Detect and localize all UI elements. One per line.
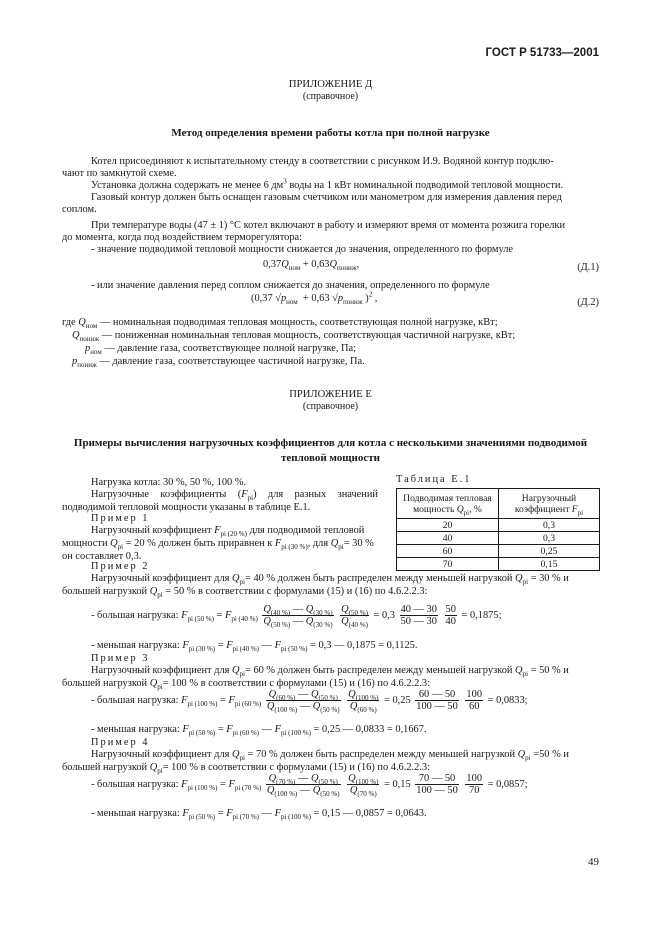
appendix-d-label: ПРИЛОЖЕНИЕ Д <box>288 79 373 90</box>
example-2-text: Нагрузочный коэффициент для $Q_{pi}= 40$ % должен быть распределен между меньшей нагрузкой $Q_{pi} = 30$ % и большей нагрузкой $Q_{pi} = 50$ % в соответствии с формулами (15) и (16) по 4.6.2.2.3: <box>62 573 569 600</box>
table-header-coef: Нагрузочный коэффициент $F_{pi}$ <box>499 489 600 519</box>
table-row: 40 0,3 <box>397 532 600 545</box>
formula-e3-low: - меньшая нагрузка: $F_{pi (50 \%)} = F_{pi (60 \%)}$ — $F_{pi (100 \%)} = 0,25$ — 0,0833 = 0,1667. <box>91 724 427 738</box>
example-1-text: Нагрузочный коэффициент $F_{pi (20 \%)}$ для подводимой тепловой мощности $Q_{pi} = 20$ % должен быть приравнен к $F_{pi (30 \%)}$, для $Q_{pi}= 30$ % он составляет 0,3. <box>62 525 374 562</box>
appendix-e-title-2: тепловой мощности <box>280 452 381 464</box>
example-3-heading: Пример 3 <box>91 653 150 664</box>
example-4-text: Нагрузочный коэффициент для $Q_{pi} = 70$ % должен быть распределен между меньшей нагрузкой $Q_{pi} =50$ % и большей нагрузкой $Q_{pi}= 100$ % в соответствии с формулами (15) и (16) по 4.6.2.2.3: <box>62 749 569 776</box>
table-header-power: Подводимая тепловая мощность $Q_{pi}$, % <box>397 489 499 519</box>
formula-e2-low: - меньшая нагрузка: $F_{pi (30 \%)} = F_{pi (40 \%)}$ — $F_{pi (50 \%)} = 0,3$ — 0,1875 = 0,1125. <box>91 640 418 654</box>
d-p3a: Газовый контур должен быть оснащен газовым счетчиком или манометром для измерения давления перед <box>91 192 562 203</box>
page-number: 49 <box>588 856 599 868</box>
appendix-e-label: ПРИЛОЖЕНИЕ Е <box>289 389 372 400</box>
appendix-d-title: Метод определения времени работы котла при полной нагрузке <box>171 127 490 139</box>
table-row: 60 0,25 <box>397 545 600 558</box>
d-p4b: до момента, когда под воздействием терморегулятора: <box>62 232 303 243</box>
appendix-d-kind: (справочное) <box>302 91 359 102</box>
load-text: Нагрузка котла: 30 %, 50 %, 100 %. <box>91 477 247 488</box>
formula-d1: $0,37Q_{ном} + 0,63Q_{пониж}$, <box>263 259 360 273</box>
table-e1 <box>396 488 600 571</box>
d-p6: - или значение давления перед соплом снижается до значения, определенного по формуле <box>91 280 490 291</box>
formula-e2-high: - большая нагрузка: $F_{pi (50 \%)} = F_{pi (40 \%)}$ $\frac{Q_{(40 \%)} — Q_{(30 \%)}}{Q_{(50 \%)} — Q_{(30 \%)}}$ $\frac{Q_{(50 \%)}}{Q_{(40 \%)}}$ = 0,3 $\frac{40 — 30}{50 — 30}$ $\frac{50}{40}$ = 0,1875; <box>91 604 502 630</box>
appendix-e-kind: (справочное) <box>302 401 359 412</box>
d-p2: Установка должна содержать не менее 6 $дм^3$ воды на 1 кВт номинальной подводимой тепловой мощности. <box>91 177 564 191</box>
formula-d2: (0,37 $√p_{ном} + 0,63$ $√p_{пониж}$ )$^2$ , <box>251 290 378 307</box>
d-p1a: Котел присоединяют к испытательному стенду в соответствии с рисунком И.9. Водяной контур подклю- <box>91 156 554 167</box>
example-4-heading: Пример 4 <box>91 737 150 748</box>
formula-d2-number: (Д.2) <box>577 297 599 308</box>
intro-text: Нагрузочные коэффициенты $(F_{pi})$ для разных значений подводимой тепловой мощности указаны в таблице Е.1. <box>62 489 378 513</box>
formula-e4-high: - большая нагрузка: $F_{pi (100 \%)} = F_{pi (70 \%)}$ $\frac{Q_{(70 \%)} — Q_{(50 \%)}}{Q_{(100 \%)} — Q_{(50 \%)}}$ $\frac{Q_{(100 \%)}}{Q_{(70 \%)}}$ = 0,15 $\frac{70 — 50}{100 — 50}$ $\frac{100}{70}$ = 0,0857; <box>91 773 528 799</box>
table-row: 70 0,15 <box>397 558 600 571</box>
example-2-heading: Пример 2 <box>91 561 150 572</box>
d-p1b: чают по замкнутой схеме. <box>62 168 177 179</box>
example-3-text: Нагрузочный коэффициент для $Q_{pi}= 60$ % должен быть распределен между меньшей нагрузкой $Q_{pi} = 50$ % и большей нагрузкой $Q_{pi}= 100$ % в соответствии с формулами (15) и (16) по 4.6.2.2.3: <box>62 665 569 692</box>
table-caption: Таблица Е.1 <box>396 474 472 485</box>
d-p4a: При температуре воды (47 ± 1) °С котел включают в работу и измеряют время от момента розжига горелки <box>91 220 566 231</box>
formula-d1-number: (Д.1) <box>577 262 599 273</box>
formula-e4-low: - меньшая нагрузка: $F_{pi (50 \%)} = F_{pi (70 \%)}$ — $F_{pi (100 \%)} = 0,15$ — 0,0857 = 0,0643. <box>91 808 427 822</box>
appendix-e-title-1: Примеры вычисления нагрузочных коэффициентов для котла с несколькими значениями подводимой <box>73 437 588 449</box>
d-p5: - значение подводимой тепловой мощности снижается до значения, определенного по формуле <box>91 244 514 255</box>
d-p3b: соплом. <box>62 204 97 215</box>
example-1-heading: Пример 1 <box>91 513 150 524</box>
where-list: где $Q_{ном}$ — номинальная подводимая тепловая мощность, соответствующая полной нагрузке, кВт; $Q_{пониж}$ — пониженная номинальная тепловая мощность, соответствующая частичной нагрузке, кВт; $p_{ном}$ — давление газа, соответствующее полной нагрузке, Па; $p_{пониж}$ — давление газа, соответствующее частичной нагрузке, Па. <box>62 317 516 370</box>
formula-e3-high: - большая нагрузка: $F_{pi (100 \%)} = F_{pi (60 \%)}$ $\frac{Q_{(60 \%)} — Q_{(50 \%)}}{Q_{(100 \%)} — Q_{(50 \%)}}$ $\frac{Q_{(100 \%)}}{Q_{(60 \%)}}$ = 0,25 $\frac{60 — 50}{100 — 50}$ $\frac{100}{60}$ = 0,0833; <box>91 689 528 715</box>
table-row: 20 0,3 <box>397 519 600 532</box>
standard-header: ГОСТ Р 51733—2001 <box>485 47 599 59</box>
